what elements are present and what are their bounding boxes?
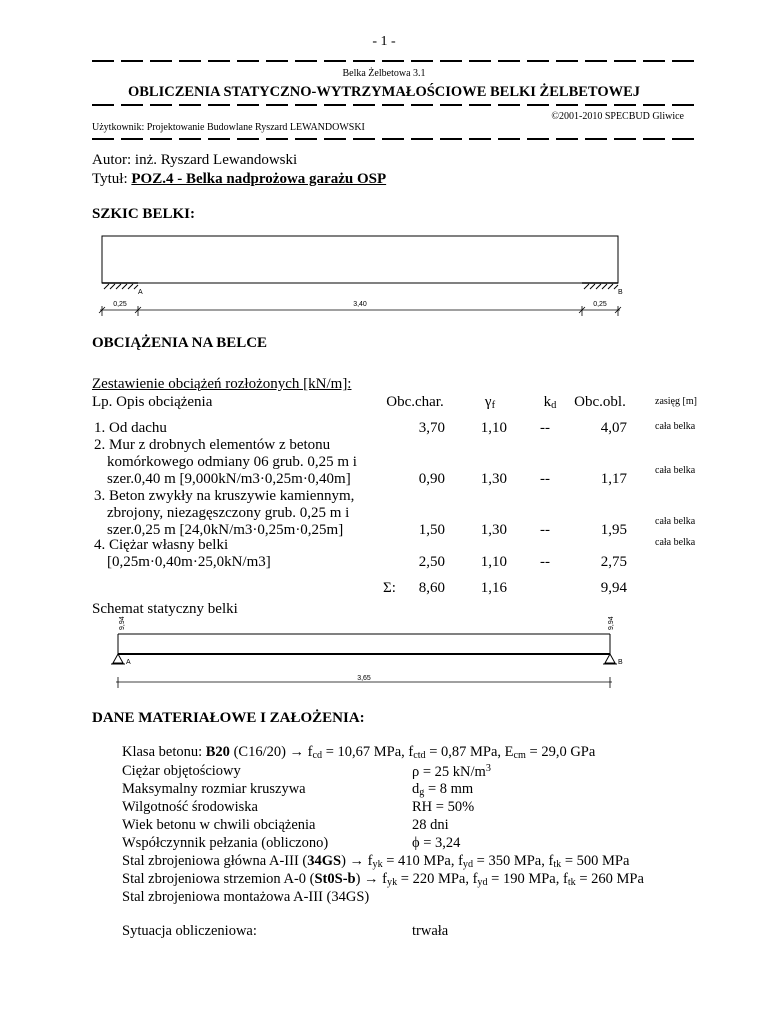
support-a-icon	[113, 654, 123, 663]
humidity-label: Wilgotność środowiska	[122, 799, 258, 815]
sum-label: Σ:	[383, 580, 396, 596]
title-label: Tytuł:	[92, 171, 132, 187]
humidity-value: RH = 50%	[412, 799, 475, 815]
user-line: Użytkownik: Projektowanie Budowlane Ryszard LEWANDOWSKI	[92, 122, 365, 133]
load-char-value: 3,70	[418, 420, 445, 436]
dim-span: 3,40	[353, 301, 367, 308]
col-header-range: zasięg [m]	[655, 396, 697, 407]
load-char-value: 0,90	[418, 471, 445, 487]
document-title	[92, 171, 386, 188]
sketch-support-a: A	[138, 289, 143, 296]
sum-char: 8,60	[418, 580, 445, 596]
load-obl-value: 1,95	[600, 522, 627, 538]
situation-label: Sytuacja obliczeniowa:	[122, 923, 257, 939]
col-header-lp: Lp. Opis obciążenia	[92, 394, 213, 410]
load-range: cała belka	[655, 537, 696, 548]
program-name: Belka Żelbetowa 3.1	[342, 68, 426, 79]
title-value: POZ.4 - Belka nadprożowa garażu OSP	[131, 171, 387, 187]
stirrup-steel-line: Stal zbrojeniowa strzemion A-0 $(St0S-b) \to f_{yk} = 220$ MPa, $f_{yd} = 190$ MPa, $f_{tk} = 260$ MPa	[122, 871, 644, 888]
col-header-char: Obc.char.	[386, 394, 444, 410]
aggregate-value: $d_g = 8$ mm	[412, 781, 474, 798]
load-obl-value: 1,17	[600, 471, 627, 487]
static-heading: Schemat statyczny belki	[92, 601, 238, 617]
load-description-line: szer.0,25 m [24,0kN/m3·0,25m·0,25m]	[107, 522, 344, 538]
header-rule-3	[92, 138, 696, 140]
page-number: - 1 -	[372, 34, 396, 49]
col-header-gamma: $\gamma_f$	[484, 394, 496, 411]
load-obl-value: 4,07	[600, 420, 627, 436]
dim-right: 0,25	[593, 301, 607, 308]
situation-value: trwała	[412, 923, 449, 939]
scheme-support-b: B	[618, 659, 623, 666]
load-gamma-value: 1,30	[480, 522, 507, 538]
load-description-line: zbrojony, niezagęszczony grub. 0,25 m i	[107, 505, 350, 521]
load-description-line: 3. Beton zwykły na kruszywie kamiennym,	[94, 488, 355, 504]
load-description-line: 1. Od dachu	[94, 420, 167, 436]
load-description-line: 4. Ciężar własny belki	[94, 537, 229, 553]
span-value: 3,65	[357, 675, 371, 682]
load-gamma-value: 1,10	[480, 420, 507, 436]
assembly-steel-line: Stal zbrojeniowa montażowa A-III (34GS)	[122, 889, 370, 905]
load-description-line: 2. Mur z drobnych elementów z betonu	[94, 437, 331, 453]
load-range: cała belka	[655, 465, 696, 476]
scheme-support-a: A	[126, 659, 131, 666]
age-value: 28 dni	[412, 817, 449, 833]
creep-value: ϕ = 3,24	[412, 835, 461, 851]
copyright: ©2001-2010 SPECBUD Gliwice	[551, 111, 684, 122]
load-description-line: szer.0,40 m [9,000kN/m3·0,25m·0,40m]	[107, 471, 351, 487]
aggregate-label: Maksymalny rozmiar kruszywa	[122, 781, 306, 797]
load-obl-value: 2,75	[600, 554, 627, 570]
load-kd-value: --	[540, 420, 550, 436]
weight-label: Ciężar objętościowy	[122, 763, 241, 779]
header-rule-1	[92, 60, 696, 62]
loads-caption: Zestawienie obciążeń rozłożonych [kN/m]:	[92, 376, 352, 392]
load-char-value: 1,50	[418, 522, 445, 538]
load-range: cała belka	[655, 516, 696, 527]
sketch-heading: SZKIC BELKI:	[92, 206, 195, 222]
load-kd-value: --	[540, 522, 550, 538]
dim-left: 0,25	[113, 301, 127, 308]
author: Autor: inż. Ryszard Lewandowski	[92, 152, 298, 168]
materials-heading: DANE MATERIAŁOWE I ZAŁOŻENIA:	[92, 710, 365, 726]
support-a-hatch-icon	[104, 284, 138, 289]
loads-heading: OBCIĄŻENIA NA BELCE	[92, 335, 268, 351]
load-description-line: [0,25m·0,40m·25,0kN/m3]	[107, 554, 271, 570]
load-char-value: 2,50	[418, 554, 445, 570]
sum-obl: 9,94	[600, 580, 627, 596]
header-rule-2	[92, 104, 696, 106]
load-left-value: 9,94	[119, 616, 126, 630]
sketch-support-b: B	[618, 289, 623, 296]
beam-outline	[102, 236, 618, 283]
load-description-line: komórkowego odmiany 06 grub. 0,25 m i	[107, 454, 357, 470]
load-kd-value: --	[540, 471, 550, 487]
main-title: OBLICZENIA STATYCZNO-WYTRZYMAŁOŚCIOWE BELKI ŻELBETOWEJ	[127, 84, 641, 100]
weight-value: ρ = 25 $kN/m^3$	[412, 763, 491, 780]
static-scheme	[104, 614, 624, 694]
sum-gamma: 1,16	[480, 580, 507, 596]
load-gamma-value: 1,10	[480, 554, 507, 570]
creep-label: Współczynnik pełzania (obliczono)	[122, 835, 329, 851]
col-header-obl: Obc.obl.	[574, 394, 626, 410]
support-b-icon	[605, 654, 615, 663]
col-header-kd: $k_d$	[543, 394, 557, 411]
main-steel-line: Stal zbrojeniowa główna A-III $(34GS) \to f_{yk} = 410$ MPa, $f_{yd} = 350$ MPa, $f_{tk} = 500$ MPa	[122, 853, 630, 870]
concrete-class-line: Klasa betonu: B20 $(C16/20) \to f_{cd} = 10,67$ MPa, $f_{ctd} = 0,87$ MPa, $E_{cm} = 29,0$ GPa	[122, 744, 596, 761]
load-kd-value: --	[540, 554, 550, 570]
load-right-value: 9,94	[608, 616, 615, 630]
beam-sketch	[90, 228, 630, 320]
support-b-hatch-icon	[584, 284, 618, 289]
age-label: Wiek betonu w chwili obciążenia	[122, 817, 316, 833]
load-range: cała belka	[655, 421, 696, 432]
load-gamma-value: 1,30	[480, 471, 507, 487]
